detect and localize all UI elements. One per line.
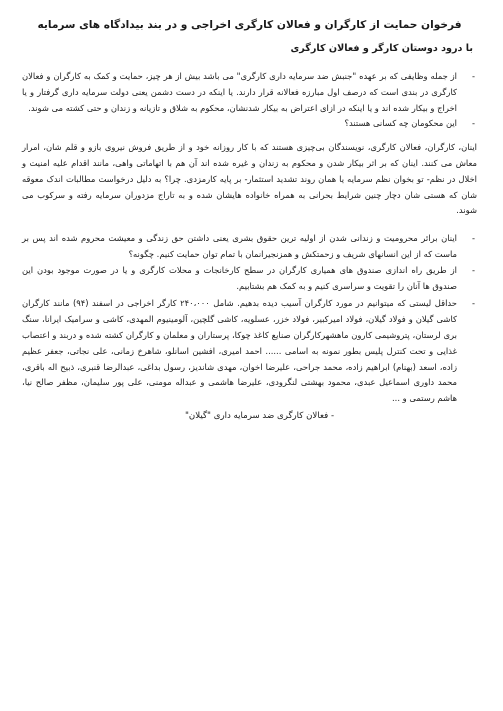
bullet-text: حداقل لیستی که میتوانیم در مورد کارگران آسیب دیده بدهیم. شامل ۲۴۰،۰۰۰ کارگر اخراجی در اسفند (۹۴) مانند کارگران کاشی گیلان و فولاد گیلان، فولاد امیرکبیر، فولاد خزر، عسلویه، کاشی گلچین، آلومینیوم المهدی، کاشی و سرامیک ایرانا، سنگ بری لرستان، پتروشیمی کارون ماهشهرکارگران صنایع کاغذ چوکا، پرستاران و معلمان و کارگران کشته شده و دربند و اعتصاب غذایی و تحت کنترل پلیس بطور نمونه به اسامی ...... احمد امیری، افشین اسانلو، شاهرخ زمانی، علی نجاتی، جعفر عظیم زاده، اسعد (بهنام) ابراهیم زاده، محمد جراحی، علیرضا اخوان، مهدی شاندیز، رسول بداغی، عبدالرضا قنبری، ذبیح اله باقری، محمد داوری اسماعیل عبدی، محمود بهشتی لنگرودی، علیرضا هاشمی و عبداله مومنی، علی پور سلیمان، مظفر صالح نیا، هاشم رستمی و ... (22, 298, 457, 404)
bullet-marker: - (471, 71, 475, 81)
bullet-marker: - (471, 233, 475, 244)
bullet-text: از جمله وظایفی که بر عهده "جنبش ضد سرمایه داری کارگری" می باشد بیش از هر چیز، حمایت و کمک به کارگران و فعالان کارگری در بندی است که درصف اول مبارزه فعالانه قرار دارند. یا اینکه در دست دشمن یعنی دولت سرمایه داری گرفتار و یا اخراج و بیکار شده اند و یا اینکه در ازای اعتراض به بیکار شدنشان، محکوم به شلاق و تازیانه و زندان و حتی کشته می شوند. (22, 71, 457, 113)
bullet-text: این محکومان چه کسانی هستند؟ (344, 118, 457, 129)
document-title: فرخوان حمایت از کارگران و فعالان کارگری اخراجی و در بند بیدادگاه های سرمایه (37, 19, 462, 31)
bullet-marker: - (471, 298, 475, 309)
body-paragraph: اینان، کارگران، فعالان کارگری، نویسندگان بی‌چیزی هستند که با کار روزانه خود و از طریق فروش نیروی بازو و قلم شان، امرار معاش می کنند. اینان که بر اثر بیکار شدن و محکوم به زندان و غیره شده اند آن هم با اتهاماتی واهی، مانند اقدام علیه امنیت و اخلال در نظم- تو بخوان نظم سرمایه یا همان روند تشدید استثمار- بر پایه کارمزدی. چرا؟ به دلیل درخواست مطالبات اندک معوقه شان که هستی شان دچار چنین شرایط بحرانی به همراه خانواده هایشان شده و به تاراج مزدوران سرمایه رفته و سرکوب می شوند. (22, 142, 477, 216)
greeting: با درود دوستان کارگر و فعالان کارگری (290, 43, 473, 54)
bullet-marker: - (471, 118, 475, 129)
bullet-item (22, 116, 477, 132)
bullet-text: از طریق راه اندازی صندوق های همیاری کارگران در سطح کارخانجات و محلات کارگری و یا در صورت موجود بودن این صندوق ها آنان را تقویت و سراسری کنیم و به کمک هم بشتابیم. (22, 264, 457, 291)
bullet-text: اینان برائر محرومیت و زندانی شدن از اولیه ترین حقوق بشری یعنی داشتن حق زندگی و معیشت محروم شده اند پس بر ماست که از این انسانهای شریف و زحمتکش و همزنجیرانمان با تمام توان حمایت کنیم. چگونه؟ (22, 233, 457, 259)
bullet-item (22, 263, 477, 295)
bullet-item (22, 231, 477, 263)
bullet-item (22, 296, 477, 407)
bullet-marker: - (471, 264, 475, 275)
signature: - فعالان کارگری ضد سرمایه داری "گیلان" (184, 410, 335, 421)
bullet-item (22, 69, 477, 116)
